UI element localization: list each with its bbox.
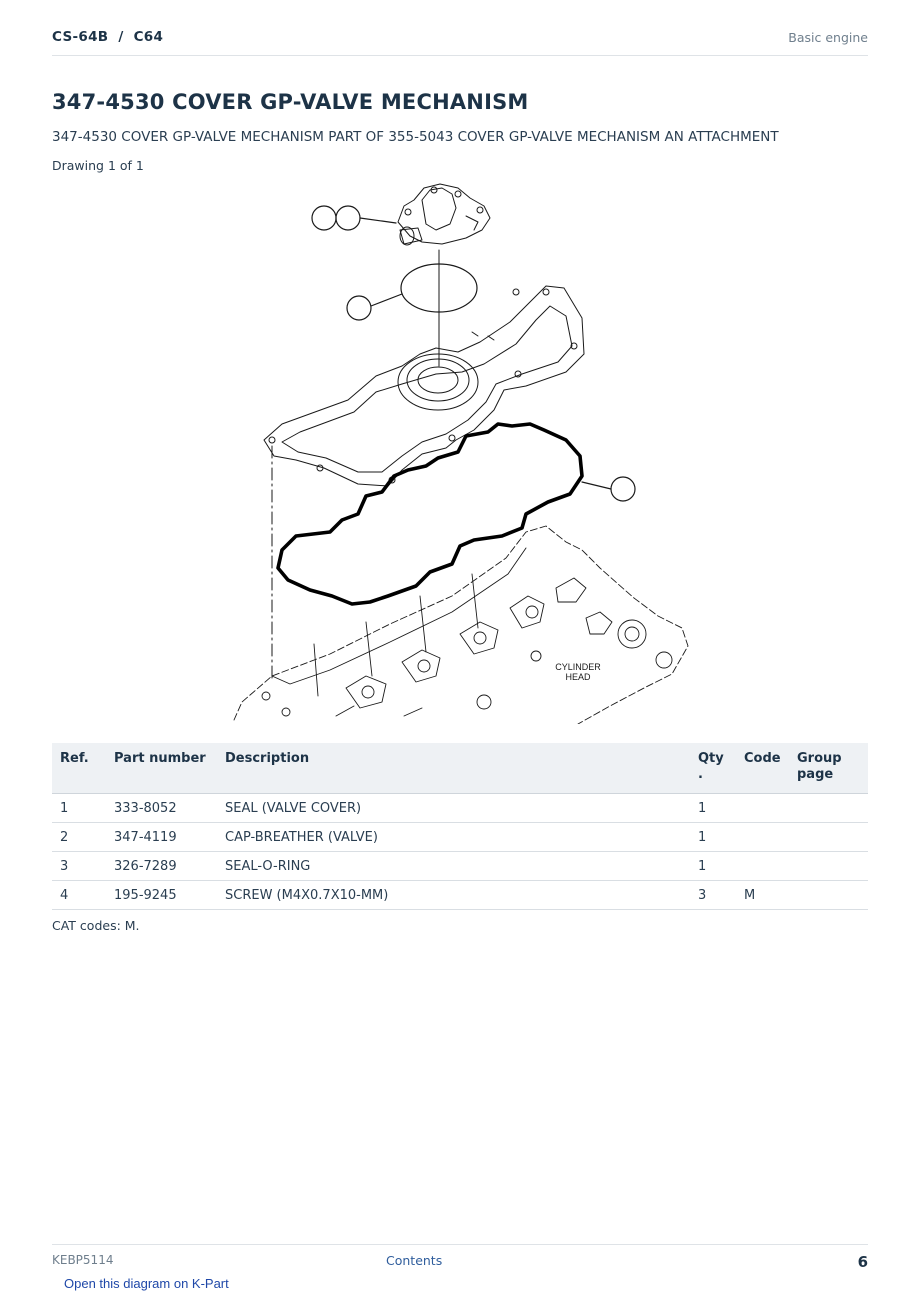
part-number-cell: 333-8052 xyxy=(106,794,217,823)
part-number-cell: 347-4119 xyxy=(106,823,217,852)
qty-cell: 1 xyxy=(690,823,736,852)
cat-codes-note: CAT codes: M. xyxy=(52,918,140,933)
valve-cover-seal-drawing xyxy=(278,424,582,604)
table-row xyxy=(52,852,868,881)
document-id: KEBP5114 xyxy=(52,1253,114,1267)
page-title: 347-4530 COVER GP-VALVE MECHANISM xyxy=(52,90,529,114)
col-description: Description xyxy=(217,743,690,794)
valve-cover-drawing xyxy=(264,286,584,486)
ref-cell: 1 xyxy=(52,794,106,823)
page-number: 6 xyxy=(857,1253,868,1271)
code-cell xyxy=(736,823,789,852)
model-label: CS-64B / C64 xyxy=(52,29,164,45)
code-cell xyxy=(736,852,789,881)
col-qty: Qty . xyxy=(690,743,736,794)
cylinder-head-label-line1: CYLINDER xyxy=(555,662,601,672)
description-cell: CAP-BREATHER (VALVE) xyxy=(217,823,690,852)
cylinder-head-label-line2: HEAD xyxy=(565,672,591,682)
description-cell: SEAL-O-RING xyxy=(217,852,690,881)
page-subtitle: 347-4530 COVER GP-VALVE MECHANISM PART OF 355-5043 COVER GP-VALVE MECHANISM AN ATTACHMENT xyxy=(52,129,779,145)
page-header xyxy=(52,29,868,56)
description-cell: SCREW (M4X0.7X10-MM) xyxy=(217,881,690,910)
breather-cap-drawing xyxy=(398,184,490,245)
exploded-parts-diagram xyxy=(226,176,696,724)
group-page-cell xyxy=(789,823,868,852)
section-label: Basic engine xyxy=(788,30,868,45)
part-number-cell: 326-7289 xyxy=(106,852,217,881)
page-footer xyxy=(52,1244,868,1275)
col-group-page: Group page xyxy=(789,743,868,794)
contents-link[interactable]: Contents xyxy=(386,1253,443,1268)
open-in-kpart-link[interactable]: Open this diagram on K-Part xyxy=(64,1276,229,1291)
parts-table xyxy=(52,743,868,910)
ref-cell: 4 xyxy=(52,881,106,910)
ref-cell: 3 xyxy=(52,852,106,881)
table-row xyxy=(52,794,868,823)
table-row xyxy=(52,823,868,852)
qty-cell: 3 xyxy=(690,881,736,910)
col-code: Code xyxy=(736,743,789,794)
callout-balloon xyxy=(347,296,371,320)
qty-cell: 1 xyxy=(690,794,736,823)
ref-cell: 2 xyxy=(52,823,106,852)
part-number-cell: 195-9245 xyxy=(106,881,217,910)
group-page-cell xyxy=(789,794,868,823)
callout-balloon xyxy=(336,206,360,230)
group-page-cell xyxy=(789,881,868,910)
col-part-number: Part number xyxy=(106,743,217,794)
qty-cell: 1 xyxy=(690,852,736,881)
callout-balloon xyxy=(312,206,336,230)
col-ref: Ref. xyxy=(52,743,106,794)
group-page-cell xyxy=(789,852,868,881)
callout-balloon xyxy=(611,477,635,501)
table-header-row xyxy=(52,743,868,794)
description-cell: SEAL (VALVE COVER) xyxy=(217,794,690,823)
callout-balloons xyxy=(312,206,635,501)
table-row xyxy=(52,881,868,910)
drawing-label: Drawing 1 of 1 xyxy=(52,158,144,173)
code-cell: M xyxy=(736,881,789,910)
code-cell xyxy=(736,794,789,823)
cylinder-head-drawing xyxy=(234,526,688,724)
